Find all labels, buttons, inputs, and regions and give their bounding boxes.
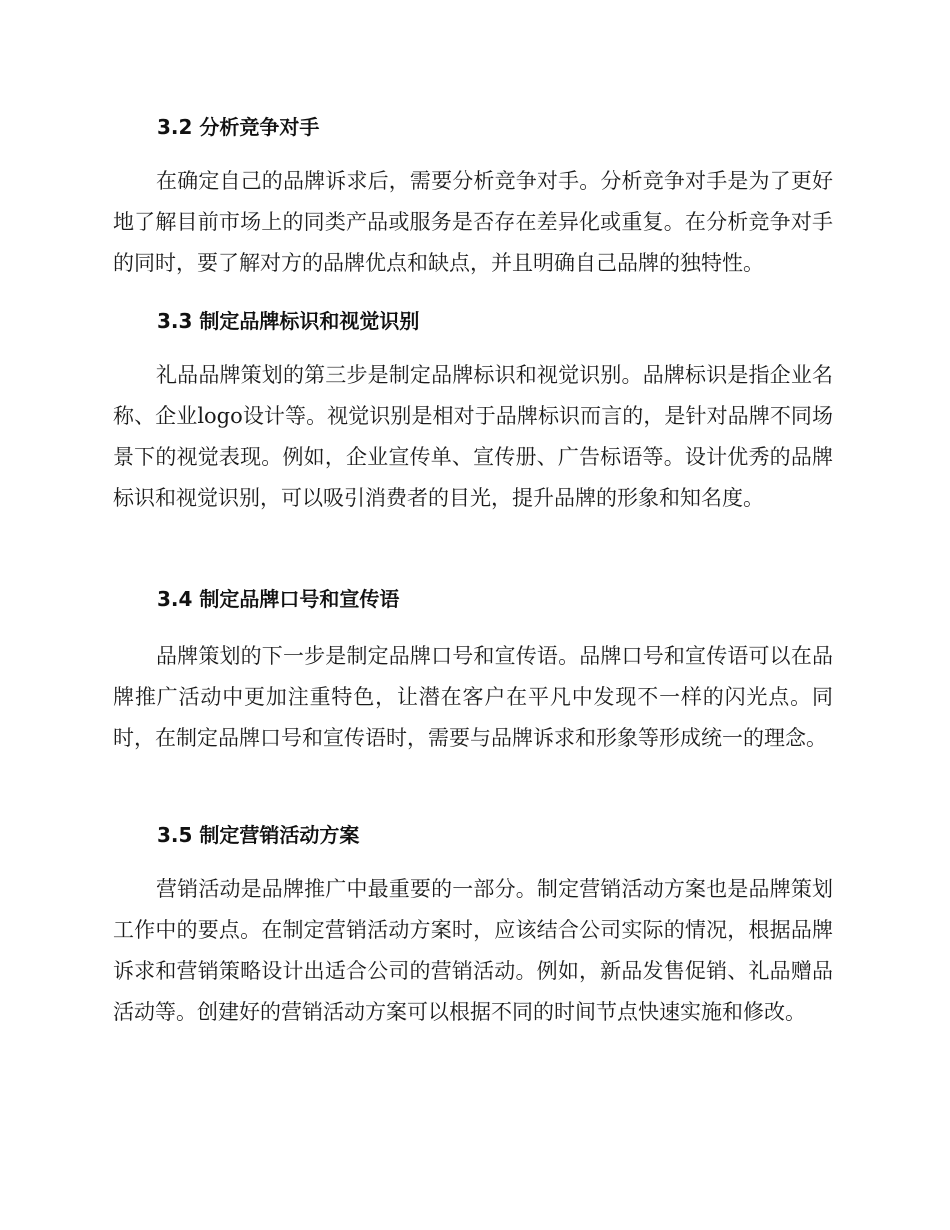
section-heading-3-4: 3.4 制定品牌口号和宣传语 bbox=[157, 587, 400, 611]
section-body-3-3: 礼品品牌策划的第三步是制定品牌标识和视觉识别。品牌标识是指企业名称、企业logo设计等。视觉识别是相对于品牌标识而言的，是针对品牌不同场景下的视觉表现。例如，企业宣传单、宣传册、广告标语等。设计优秀的品牌标识和视觉识别，可以吸引消费者的目光，提升品牌的形象和知名度。 bbox=[113, 363, 833, 510]
section-heading-3-3: 3.3 制定品牌标识和视觉识别 bbox=[157, 309, 420, 333]
section-heading-3-2: 3.2 分析竞争对手 bbox=[157, 115, 320, 139]
section-body-3-4: 品牌策划的下一步是制定品牌口号和宣传语。品牌口号和宣传语可以在品牌推广活动中更加注重特色，让潜在客户在平凡中发现不一样的闪光点。同时，在制定品牌口号和宣传语时，需要与品牌诉求和形象等形成统一的理念。 bbox=[113, 644, 833, 750]
section-heading-3-5: 3.5 制定营销活动方案 bbox=[157, 823, 360, 847]
section-body-3-2: 在确定自己的品牌诉求后，需要分析竞争对手。分析竞争对手是为了更好地了解目前市场上的同类产品或服务是否存在差异化或重复。在分析竞争对手的同时，要了解对方的品牌优点和缺点，并且明确自己品牌的独特性。 bbox=[113, 169, 833, 275]
section-body-3-5: 营销活动是品牌推广中最重要的一部分。制定营销活动方案也是品牌策划工作中的要点。在制定营销活动方案时，应该结合公司实际的情况，根据品牌诉求和营销策略设计出适合公司的营销活动。例如，新品发售促销、礼品赠品活动等。创建好的营销活动方案可以根据不同的时间节点快速实施和修改。 bbox=[113, 877, 833, 1024]
